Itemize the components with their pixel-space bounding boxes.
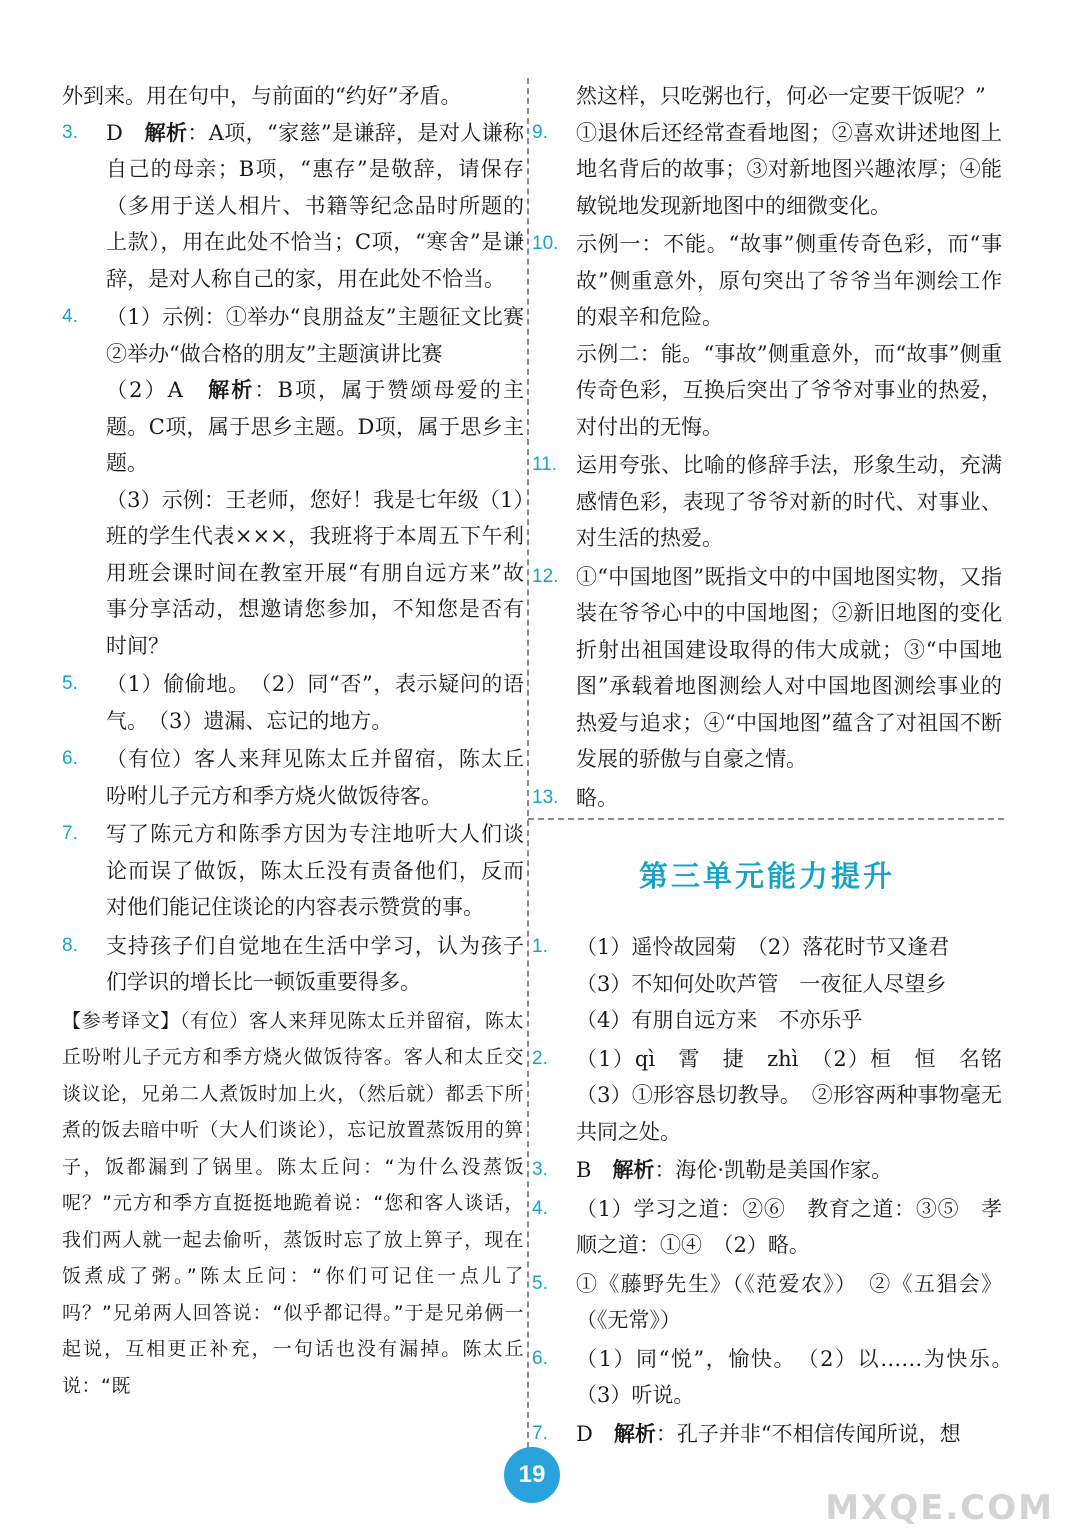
- question-number: 7.: [62, 823, 78, 844]
- answer-text: （3）不知何处吹芦管 一夜征人尽望乡: [576, 971, 947, 996]
- question-number: 6.: [532, 1347, 548, 1369]
- question-item: [532, 1152, 1002, 1189]
- answer-text: D 解析：A项，“家慈”是谦辞，是对人谦称自己的母亲；B项，“惠存”是敬辞，请保存（多用于送人相片、书籍等纪念品时所题的上款），用在此处不恰当；C项，“寒舍”是谦辞，是对人称自己的家，用在此处不恰当。: [106, 119, 525, 291]
- answer-text: ①退休后还经常查看地图；②喜欢讲述地图上地名背后的故事；③对新地图兴趣浓厚；④能敏锐地发现新地图中的细微变化。: [576, 120, 1002, 218]
- answer-text: D 解析：孔子并非“不相信传闻所说，想: [576, 1420, 961, 1446]
- question-number: 11.: [532, 454, 558, 475]
- question-item: [532, 1191, 1002, 1264]
- right-column: [532, 78, 1023, 1454]
- answer-text: B 解析：海伦·凯勒是美国作家。: [576, 1157, 893, 1182]
- question-item: [532, 1041, 1023, 1151]
- question-number: 4.: [532, 1197, 548, 1219]
- section-separator: [528, 818, 1004, 820]
- question-number: 5.: [62, 673, 78, 694]
- answer-text: （有位）客人来拜见陈太丘并留宿，陈太丘吩咐儿子元方和季方烧火做饭待客。: [106, 747, 524, 808]
- question-number: 12.: [532, 565, 559, 587]
- answer-text: 写了陈元方和陈季方因为专注地听大人们谈论而误了做饭，陈太丘没有责备他们，反而对他们能记住谈论的内容表示赞赏的事。: [106, 822, 524, 919]
- left-intro: 外到来。用在句中，与前面的“约好”矛盾。: [62, 84, 462, 108]
- answer-text: （1）qì 霄 捷 zhì （2）桓 恒 名铭 （3）①形容恳切教导。 ②形容两种事物毫无共同之处。: [576, 1046, 1023, 1144]
- answer-text: （2）A 解析：B项，属于赞颂母爱的主题。C项，属于思乡主题。D项，属于思乡主题。: [106, 377, 525, 475]
- question-number: 9.: [532, 121, 548, 143]
- answer-text: （1）示例：①举办“良朋益友”主题征文比赛 ②举办“做合格的朋友”主题演讲比赛: [106, 305, 545, 366]
- question-item: [532, 1266, 1002, 1339]
- question-number: 13.: [532, 786, 559, 808]
- question-item: [532, 780, 1002, 817]
- question-number: 7.: [532, 1422, 548, 1444]
- answer-text: 略。: [576, 785, 618, 810]
- answer-text: （1）偷偷地。 （2）同“否”，表示疑问的语气。 （3）遗漏、忘记的地方。: [106, 672, 524, 733]
- answer-text: （1）学习之道：②⑥ 教育之道：③⑤ 孝顺之道：①④ （2）略。: [576, 1196, 1002, 1257]
- question-item: [62, 928, 524, 1001]
- question-item: [532, 929, 1002, 1039]
- question-item: [532, 226, 1002, 445]
- question-number: 3.: [62, 121, 78, 143]
- right-intro: 然这样，只吃粥也行，何必一定要干饭呢？”: [576, 84, 986, 108]
- column-divider: [527, 78, 529, 1468]
- question-number: 4.: [62, 306, 78, 327]
- answer-text: ①《藤野先生》（《范爱农》） ②《五猖会》（《无常》）: [576, 1271, 1002, 1332]
- question-item: [62, 741, 524, 814]
- answer-text: 支持孩子们自觉地在生活中学习，认为孩子们学识的增长比一顿饭重要得多。: [106, 933, 524, 994]
- question-item: [62, 115, 524, 298]
- section-title: 第三单元能力提升: [638, 859, 895, 893]
- question-number: 3.: [532, 1159, 548, 1180]
- question-number: 10.: [532, 233, 559, 254]
- reference-translation: 【参考译文】（有位）客人来拜见陈太丘并留宿，陈太丘吩咐儿子元方和季方烧火做饭待客。客人和太丘交谈议论，兄弟二人煮饭时加上火，（然后就）都丢下所煮的饭去暗中听（大人们谈论），忘记放置蒸饭用的箅子，饭都漏到了锅里。陈太丘问：“为什么没蒸饭呢？”元方和季方直挺挺地跪着说：“您和客人谈话，我们两人就一起去偷听，蒸饭时忘了放上箅子，现在饭煮成了粥。”陈太丘问：“你们可记住一点儿了吗？”兄弟两人回答说：“似乎都记得。”于是兄弟俩一起说，互相更正补充，一句话也没有漏掉。陈太丘说：“既: [62, 1009, 524, 1397]
- question-item: [532, 447, 1002, 557]
- watermark-logo: [825, 1456, 1054, 1528]
- question-number: 8.: [62, 934, 78, 956]
- question-number: 5.: [532, 1272, 548, 1294]
- question-item: [532, 1416, 1002, 1453]
- answer-text: （3）示例：王老师，您好！我是七年级（1）班的学生代表×××，我班将于本周五下午利用班会课时间在教室开展“有朋自远方来”故事分享活动，想邀请您参加，不知您是否有时间？: [106, 487, 524, 658]
- answer-text: ①“中国地图”既指文中的中国地图实物，又指装在爷爷心中的中国地图；②新旧地图的变化折射出祖国建设取得的伟大成就；③“中国地图”承载着地图测绘人对中国地图测绘事业的热爱与追求；④“中国地图”蕴含了对祖国不断发展的骄傲与自豪之情。: [576, 564, 1002, 771]
- answer-text: （4）有朋自远方来 不亦乐乎: [576, 1008, 863, 1032]
- question-item: [62, 816, 524, 926]
- question-number: 1.: [532, 936, 548, 957]
- question-item: [532, 559, 1002, 778]
- answer-text: （1）遥怜故园菊 （2）落花时节又逢君: [576, 935, 950, 959]
- question-item: [532, 1341, 1023, 1414]
- answer-text: 示例一：不能。“故事”侧重传奇色彩，而“事故”侧重意外，原句突出了爷爷当年测绘工作的艰辛和危险。: [576, 232, 1002, 329]
- answer-text: 示例二：能。“事故”侧重意外，而“故事”侧重传奇色彩，互换后突出了爷爷对事业的热爱，对付出的无悔。: [576, 341, 1002, 439]
- question-number: 2.: [532, 1047, 548, 1069]
- question-number: 6.: [62, 748, 78, 769]
- page-number-badge: 19: [504, 1447, 560, 1503]
- question-item: [62, 666, 524, 739]
- answer-text: （1）同“悦”，愉快。 （2）以……为快乐。 （3）听说。: [576, 1346, 1023, 1407]
- question-item: [532, 115, 1002, 225]
- answer-text: 运用夸张、比喻的修辞手法，形象生动，充满感情色彩，表现了爷爷对新的时代、对事业、对生活的热爱。: [576, 453, 1002, 550]
- watermark-text: MXQE.COM: [825, 1488, 1054, 1528]
